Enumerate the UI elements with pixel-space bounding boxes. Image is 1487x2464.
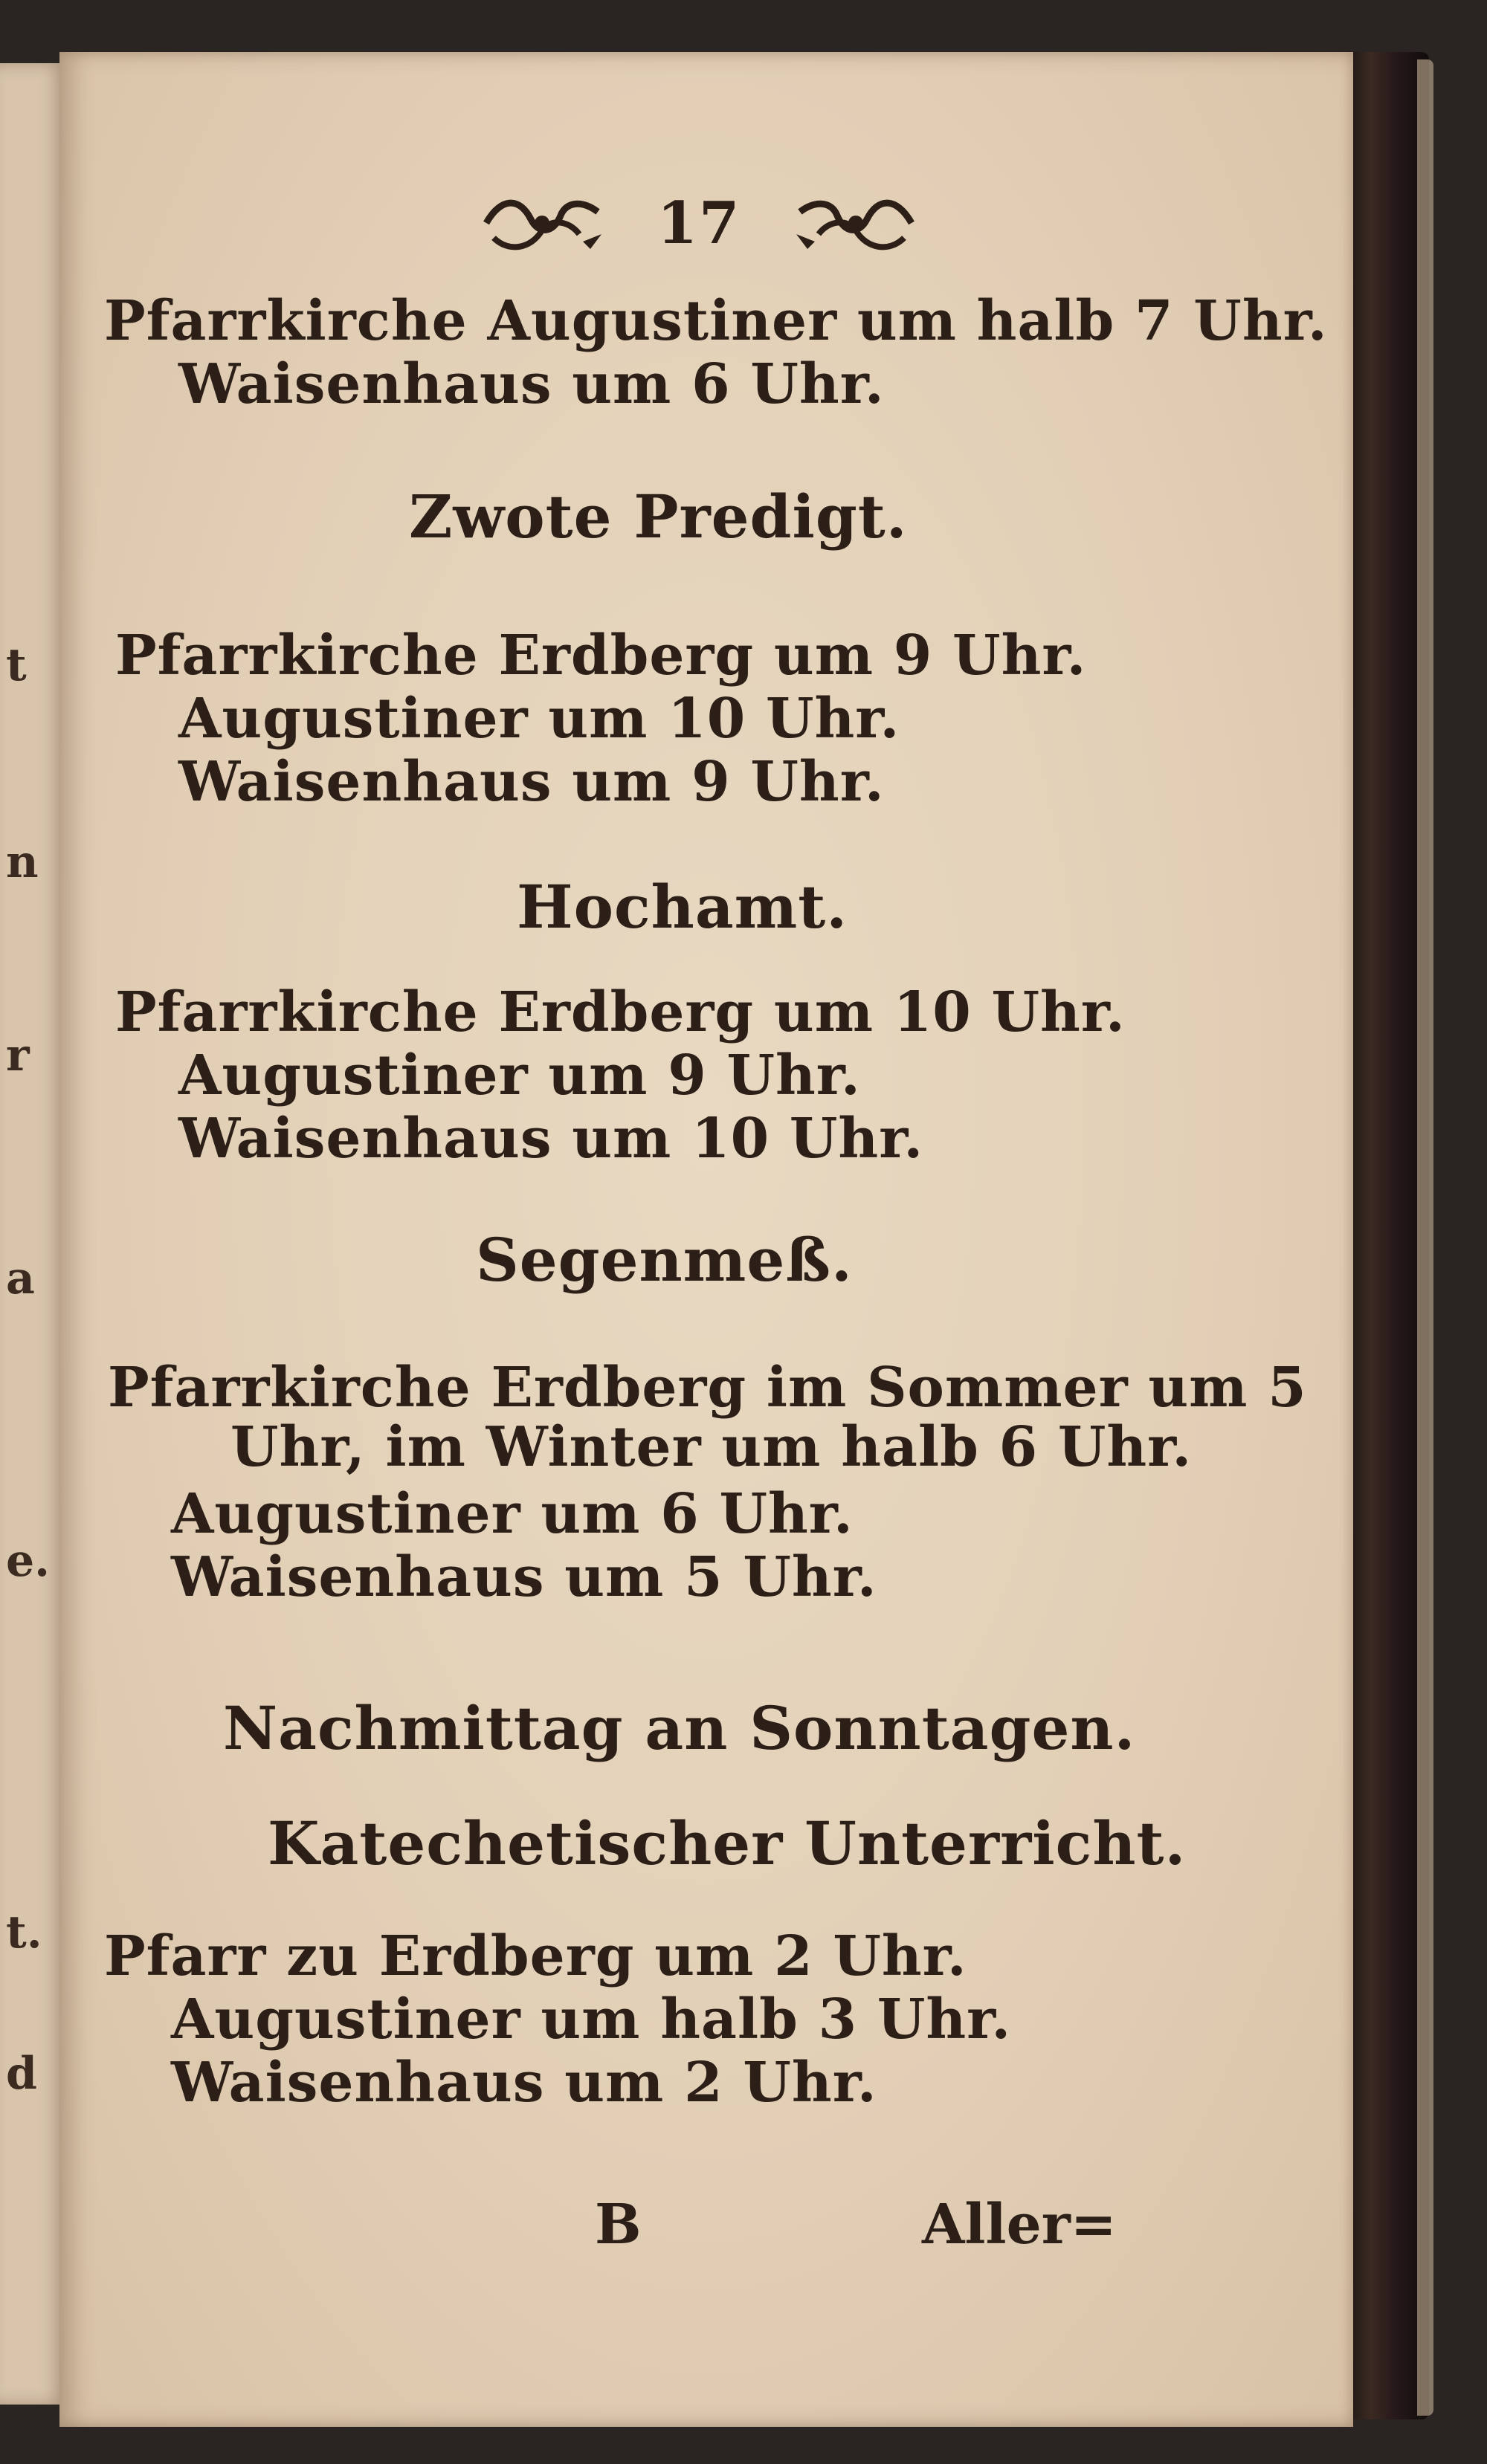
catchword: Aller= [922, 2193, 1117, 2257]
heading-nachmittag: Nachmittag an Sonntagen. [223, 1693, 1136, 1763]
page-header [416, 171, 981, 275]
zwote-predigt-line-1: Pfarrkirche Erdberg um 9 Uhr. [115, 624, 1087, 688]
segenmess-line-4: Waisenhaus um 5 Uhr. [171, 1545, 877, 1609]
segenmess-line-3: Augustiner um 6 Uhr. [171, 1482, 854, 1546]
left-page-fragments [0, 63, 67, 2405]
book-page [59, 52, 1353, 2427]
intro-line-1: Pfarrkirche Augustiner um halb 7 Uhr. [104, 289, 1328, 353]
heading-segenmess: Segenmeß. [476, 1225, 853, 1295]
left-fragment: r [6, 1029, 30, 1081]
intro-line-2: Waisenhaus um 6 Uhr. [178, 352, 885, 416]
segenmess-line-1: Pfarrkirche Erdberg im Sommer um 5 [108, 1356, 1307, 1420]
left-fragment: a [6, 1252, 35, 1304]
nachmittag-line-2: Augustiner um halb 3 Uhr. [171, 1988, 1012, 2051]
nachmittag-line-3: Waisenhaus um 2 Uhr. [171, 2051, 877, 2115]
left-fragment: e. [6, 1535, 51, 1587]
heading-zwote-predigt: Zwote Predigt. [409, 482, 908, 552]
left-page-edge [0, 63, 67, 2405]
subheading-katechetischer-unterricht: Katechetischer Unterricht. [268, 1808, 1187, 1878]
nachmittag-line-1: Pfarr zu Erdberg um 2 Uhr. [104, 1924, 967, 1988]
segenmess-line-2: Uhr, im Winter um halb 6 Uhr. [230, 1415, 1193, 1479]
ornament-flourish-left-icon [479, 190, 605, 256]
left-fragment: d [6, 2048, 37, 2100]
book-cover-edge [1417, 59, 1433, 2416]
heading-hochamt: Hochamt. [517, 872, 848, 942]
hochamt-line-1: Pfarrkirche Erdberg um 10 Uhr. [115, 980, 1126, 1044]
left-fragment: t [6, 639, 27, 691]
left-fragment: n [6, 836, 39, 888]
hochamt-line-3: Waisenhaus um 10 Uhr. [178, 1107, 924, 1171]
left-fragment: t. [6, 1907, 42, 1959]
zwote-predigt-line-2: Augustiner um 10 Uhr. [178, 687, 900, 751]
zwote-predigt-line-3: Waisenhaus um 9 Uhr. [178, 750, 885, 814]
page-number: 17 [657, 189, 741, 257]
ornament-flourish-right-icon [793, 190, 919, 256]
hochamt-line-2: Augustiner um 9 Uhr. [178, 1044, 861, 1107]
signature-mark: B [595, 2193, 642, 2257]
